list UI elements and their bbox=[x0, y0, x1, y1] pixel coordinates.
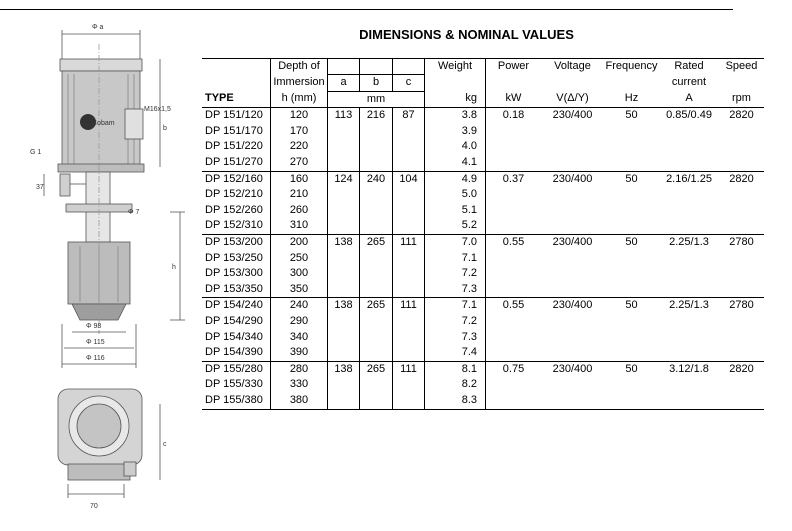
current-cell bbox=[659, 124, 719, 140]
a-cell bbox=[328, 139, 360, 155]
a-cell bbox=[328, 124, 360, 140]
power-cell bbox=[486, 345, 542, 361]
voltage-cell bbox=[541, 139, 604, 155]
a-cell bbox=[328, 187, 360, 203]
c-cell: 87 bbox=[393, 108, 425, 124]
depth-cell: 240 bbox=[271, 298, 328, 314]
a-cell: 113 bbox=[328, 108, 360, 124]
weight-cell: 7.4 bbox=[461, 346, 477, 359]
current-cell bbox=[659, 139, 719, 155]
current-cell bbox=[659, 393, 719, 409]
a-cell: 138 bbox=[328, 298, 360, 314]
depth-cell: 220 bbox=[271, 139, 328, 155]
power-cell bbox=[486, 330, 542, 346]
frequency-cell bbox=[604, 218, 659, 234]
label-phi116: Φ 116 bbox=[86, 355, 105, 362]
weight-cell: 7.1 bbox=[461, 251, 477, 264]
power-cell bbox=[486, 187, 542, 203]
speed-cell bbox=[719, 345, 764, 361]
voltage-cell: 230/400 bbox=[541, 171, 604, 187]
frequency-cell bbox=[604, 203, 659, 219]
speed-cell bbox=[719, 124, 764, 140]
type-cell: DP 152/310 bbox=[205, 219, 263, 232]
current-cell bbox=[659, 282, 719, 298]
current-cell bbox=[659, 187, 719, 203]
speed-cell bbox=[719, 139, 764, 155]
type-cell: DP 152/210 bbox=[205, 188, 263, 201]
voltage-cell: 230/400 bbox=[541, 108, 604, 124]
c-cell bbox=[393, 251, 425, 267]
label-phi7: Φ 7 bbox=[128, 209, 140, 216]
speed-cell: 2780 bbox=[719, 298, 764, 314]
frequency-cell bbox=[604, 314, 659, 330]
header-type-spacer bbox=[202, 59, 271, 75]
depth-cell: 350 bbox=[271, 282, 328, 298]
voltage-cell bbox=[541, 345, 604, 361]
frequency-cell bbox=[604, 155, 659, 171]
power-cell bbox=[486, 203, 542, 219]
weight-cell: 7.3 bbox=[461, 330, 477, 343]
voltage-cell bbox=[541, 393, 604, 409]
power-cell: 0.55 bbox=[486, 298, 542, 314]
depth-cell: 340 bbox=[271, 330, 328, 346]
speed-cell bbox=[719, 330, 764, 346]
type-cell: DP 153/250 bbox=[205, 251, 263, 264]
table-row bbox=[202, 203, 764, 219]
depth-cell: 160 bbox=[271, 171, 328, 187]
c-cell bbox=[393, 282, 425, 298]
table-row bbox=[202, 155, 764, 171]
speed-cell bbox=[719, 187, 764, 203]
c-cell: 111 bbox=[393, 298, 425, 314]
type-cell: DP 153/200 bbox=[202, 235, 271, 251]
current-cell: 2.25/1.3 bbox=[659, 298, 719, 314]
header-voltage-unit: V(Δ/Y) bbox=[556, 92, 589, 105]
weight-cell: 3.8 bbox=[425, 108, 486, 124]
header-current-1: Rated bbox=[659, 59, 719, 75]
current-cell: 2.16/1.25 bbox=[659, 171, 719, 187]
voltage-cell bbox=[541, 282, 604, 298]
header-type: TYPE bbox=[205, 92, 234, 105]
type-cell: DP 154/340 bbox=[205, 330, 263, 343]
a-cell bbox=[328, 282, 360, 298]
header-voltage: Voltage bbox=[541, 59, 604, 75]
header-power-unit: kW bbox=[486, 91, 542, 108]
type-cell: DP 152/260 bbox=[205, 203, 263, 216]
header-frequency-spacer bbox=[604, 75, 659, 92]
header-speed-unit: rpm bbox=[732, 92, 751, 105]
label-h: h bbox=[172, 264, 176, 271]
header-frequency-unit: Hz bbox=[624, 92, 639, 105]
a-cell: 138 bbox=[328, 361, 360, 377]
table-row bbox=[202, 187, 764, 203]
header-c: c bbox=[393, 75, 425, 92]
weight-cell: 5.2 bbox=[461, 219, 477, 232]
speed-cell bbox=[719, 314, 764, 330]
c-cell bbox=[393, 266, 425, 282]
frequency-cell bbox=[604, 345, 659, 361]
power-cell bbox=[486, 139, 542, 155]
header-current-unit: A bbox=[685, 92, 693, 105]
current-cell bbox=[659, 266, 719, 282]
power-cell bbox=[486, 314, 542, 330]
header-c-spacer bbox=[393, 59, 425, 75]
current-cell bbox=[659, 330, 719, 346]
weight-cell: 8.2 bbox=[461, 378, 477, 391]
a-cell bbox=[328, 393, 360, 409]
c-cell bbox=[393, 155, 425, 171]
label-phi-a: Φ a bbox=[92, 24, 104, 31]
table-row bbox=[202, 330, 764, 346]
weight-cell: 7.3 bbox=[461, 282, 477, 295]
type-cell: DP 154/390 bbox=[205, 346, 263, 359]
voltage-cell bbox=[541, 124, 604, 140]
a-cell bbox=[328, 266, 360, 282]
table-row bbox=[202, 139, 764, 155]
header-a-spacer bbox=[328, 59, 360, 75]
a-cell bbox=[328, 345, 360, 361]
speed-cell bbox=[719, 377, 764, 393]
speed-cell bbox=[719, 203, 764, 219]
page-title: DIMENSIONS & NOMINAL VALUES bbox=[359, 27, 574, 42]
header-weight-spacer bbox=[425, 75, 486, 92]
type-cell: DP 151/270 bbox=[205, 156, 263, 169]
header-a: a bbox=[328, 75, 360, 92]
type-cell: DP 152/160 bbox=[202, 171, 271, 187]
current-cell: 2.25/1.3 bbox=[659, 235, 719, 251]
table-row bbox=[202, 393, 764, 409]
power-cell bbox=[486, 124, 542, 140]
header-current-2: current bbox=[671, 75, 707, 88]
b-cell: 240 bbox=[360, 171, 393, 187]
type-cell: DP 155/280 bbox=[202, 361, 271, 377]
speed-cell bbox=[719, 282, 764, 298]
power-cell bbox=[486, 155, 542, 171]
voltage-cell bbox=[541, 155, 604, 171]
depth-cell: 120 bbox=[271, 108, 328, 124]
current-cell bbox=[659, 155, 719, 171]
depth-cell: 260 bbox=[271, 203, 328, 219]
c-cell: 104 bbox=[393, 171, 425, 187]
a-cell: 138 bbox=[328, 235, 360, 251]
a-cell bbox=[328, 330, 360, 346]
table-row bbox=[202, 171, 764, 187]
label-37: 37 bbox=[36, 184, 44, 191]
frequency-cell bbox=[604, 330, 659, 346]
type-cell: DP 154/240 bbox=[202, 298, 271, 314]
weight-cell: 5.0 bbox=[461, 188, 477, 201]
header-mm: mm bbox=[328, 91, 425, 108]
power-cell: 0.18 bbox=[486, 108, 542, 124]
weight-cell: 7.2 bbox=[461, 267, 477, 280]
type-cell: DP 154/290 bbox=[205, 315, 263, 327]
speed-cell: 2820 bbox=[719, 108, 764, 124]
power-cell bbox=[486, 393, 542, 409]
a-cell: 124 bbox=[328, 171, 360, 187]
header-type-spacer-2 bbox=[202, 75, 271, 92]
voltage-cell bbox=[541, 314, 604, 330]
depth-cell: 310 bbox=[271, 218, 328, 234]
frequency-cell bbox=[604, 187, 659, 203]
voltage-cell bbox=[541, 187, 604, 203]
depth-cell: 210 bbox=[271, 187, 328, 203]
power-cell: 0.55 bbox=[486, 235, 542, 251]
frequency-cell bbox=[604, 393, 659, 409]
b-cell: 216 bbox=[360, 108, 393, 124]
a-cell bbox=[328, 377, 360, 393]
table-row bbox=[202, 108, 764, 124]
voltage-cell bbox=[541, 203, 604, 219]
depth-cell: 300 bbox=[271, 266, 328, 282]
table-row bbox=[202, 377, 764, 393]
voltage-cell bbox=[541, 218, 604, 234]
table-row bbox=[202, 235, 764, 251]
header-depth-3: h (mm) bbox=[271, 91, 328, 108]
current-cell bbox=[659, 218, 719, 234]
depth-cell: 280 bbox=[271, 361, 328, 377]
power-cell: 0.37 bbox=[486, 171, 542, 187]
frequency-cell bbox=[604, 124, 659, 140]
frequency-cell: 50 bbox=[604, 171, 659, 187]
frequency-cell bbox=[604, 377, 659, 393]
label-70: 70 bbox=[90, 503, 98, 510]
table-row bbox=[202, 282, 764, 298]
table-row bbox=[202, 266, 764, 282]
power-cell bbox=[486, 251, 542, 267]
weight-cell: 4.9 bbox=[425, 171, 486, 187]
weight-cell: 7.1 bbox=[425, 298, 486, 314]
current-cell bbox=[659, 377, 719, 393]
voltage-cell bbox=[541, 266, 604, 282]
a-cell bbox=[328, 203, 360, 219]
table-row bbox=[202, 314, 764, 330]
current-cell: 3.12/1.8 bbox=[659, 361, 719, 377]
voltage-cell bbox=[541, 251, 604, 267]
c-cell bbox=[393, 124, 425, 140]
voltage-cell: 230/400 bbox=[541, 298, 604, 314]
b-cell bbox=[360, 218, 393, 234]
c-cell bbox=[393, 187, 425, 203]
depth-cell: 380 bbox=[271, 393, 328, 409]
header-power: Power bbox=[486, 59, 542, 75]
label-c: c bbox=[163, 441, 167, 448]
power-cell bbox=[486, 218, 542, 234]
weight-cell: 7.2 bbox=[461, 315, 477, 327]
depth-cell: 250 bbox=[271, 251, 328, 267]
voltage-cell bbox=[541, 377, 604, 393]
power-cell bbox=[486, 266, 542, 282]
type-cell: DP 151/170 bbox=[205, 124, 263, 137]
weight-cell: 4.0 bbox=[461, 140, 477, 153]
frequency-cell bbox=[604, 139, 659, 155]
c-cell: 111 bbox=[393, 235, 425, 251]
header-depth-2: Immersion bbox=[271, 75, 328, 92]
power-cell: 0.75 bbox=[486, 361, 542, 377]
b-cell bbox=[360, 139, 393, 155]
c-cell bbox=[393, 377, 425, 393]
speed-cell bbox=[719, 266, 764, 282]
header-speed-spacer bbox=[719, 75, 764, 92]
c-cell bbox=[393, 139, 425, 155]
c-cell bbox=[393, 218, 425, 234]
speed-cell bbox=[719, 155, 764, 171]
b-cell: 265 bbox=[360, 361, 393, 377]
current-cell bbox=[659, 314, 719, 330]
depth-cell: 200 bbox=[271, 235, 328, 251]
b-cell: 265 bbox=[360, 298, 393, 314]
type-cell: DP 151/220 bbox=[205, 140, 263, 153]
frequency-cell: 50 bbox=[604, 235, 659, 251]
depth-cell: 170 bbox=[271, 124, 328, 140]
weight-cell: 8.3 bbox=[425, 393, 486, 409]
frequency-cell: 50 bbox=[604, 361, 659, 377]
header-frequency: Frequency bbox=[604, 59, 659, 75]
b-cell bbox=[360, 187, 393, 203]
b-cell bbox=[360, 282, 393, 298]
type-cell: DP 151/120 bbox=[202, 108, 271, 124]
power-cell bbox=[486, 282, 542, 298]
frequency-cell bbox=[604, 251, 659, 267]
type-cell: DP 153/350 bbox=[205, 282, 263, 295]
table-row bbox=[202, 345, 764, 361]
current-cell bbox=[659, 203, 719, 219]
b-cell bbox=[360, 251, 393, 267]
frequency-cell bbox=[604, 282, 659, 298]
type-cell: DP 155/330 bbox=[205, 378, 263, 391]
current-cell bbox=[659, 345, 719, 361]
header-b: b bbox=[360, 75, 393, 92]
frequency-cell: 50 bbox=[604, 298, 659, 314]
header-depth-1: Depth of bbox=[271, 59, 328, 75]
type-cell: DP 155/380 bbox=[202, 393, 271, 409]
label-phi115: Φ 115 bbox=[86, 339, 105, 346]
type-cell: DP 153/300 bbox=[205, 267, 263, 280]
table-row bbox=[202, 298, 764, 314]
speed-cell: 2780 bbox=[719, 235, 764, 251]
label-m16: M16x1,5 bbox=[144, 106, 171, 113]
speed-cell: 2820 bbox=[719, 361, 764, 377]
depth-cell: 330 bbox=[271, 377, 328, 393]
speed-cell: 2820 bbox=[719, 171, 764, 187]
header-b-spacer bbox=[360, 59, 393, 75]
b-cell bbox=[360, 203, 393, 219]
header-power-spacer bbox=[486, 75, 542, 92]
b-cell bbox=[360, 124, 393, 140]
specifications-table bbox=[202, 58, 764, 410]
b-cell bbox=[360, 330, 393, 346]
header-voltage-spacer bbox=[541, 75, 604, 92]
frequency-cell: 50 bbox=[604, 108, 659, 124]
header-weight-unit: kg bbox=[465, 92, 477, 105]
a-cell bbox=[328, 314, 360, 330]
c-cell bbox=[393, 330, 425, 346]
label-b: b bbox=[163, 125, 167, 132]
depth-cell: 290 bbox=[271, 314, 328, 330]
weight-cell: 3.9 bbox=[461, 124, 477, 137]
top-rule bbox=[0, 9, 733, 10]
speed-cell bbox=[719, 251, 764, 267]
table-row bbox=[202, 251, 764, 267]
depth-cell: 390 bbox=[271, 345, 328, 361]
label-phi98: Φ 98 bbox=[86, 323, 102, 330]
table-row bbox=[202, 218, 764, 234]
header-speed: Speed bbox=[719, 59, 764, 75]
label-g1: G 1 bbox=[30, 149, 42, 156]
voltage-cell: 230/400 bbox=[541, 361, 604, 377]
b-cell: 265 bbox=[360, 235, 393, 251]
a-cell bbox=[328, 251, 360, 267]
pump-technical-drawing bbox=[0, 14, 200, 514]
brand-logo-text: Cobam bbox=[92, 120, 115, 127]
current-cell: 0.85/0.49 bbox=[659, 108, 719, 124]
c-cell bbox=[393, 203, 425, 219]
weight-cell: 7.0 bbox=[425, 235, 486, 251]
speed-cell bbox=[719, 218, 764, 234]
a-cell bbox=[328, 218, 360, 234]
weight-cell: 4.1 bbox=[461, 156, 477, 169]
c-cell: 111 bbox=[393, 361, 425, 377]
weight-cell: 5.1 bbox=[461, 203, 477, 216]
table-row bbox=[202, 361, 764, 377]
speed-cell bbox=[719, 393, 764, 409]
voltage-cell bbox=[541, 330, 604, 346]
c-cell bbox=[393, 345, 425, 361]
b-cell bbox=[360, 155, 393, 171]
b-cell bbox=[360, 314, 393, 330]
b-cell bbox=[360, 266, 393, 282]
power-cell bbox=[486, 377, 542, 393]
c-cell bbox=[393, 314, 425, 330]
b-cell bbox=[360, 377, 393, 393]
depth-cell: 270 bbox=[271, 155, 328, 171]
b-cell bbox=[360, 345, 393, 361]
b-cell bbox=[360, 393, 393, 409]
weight-cell: 8.1 bbox=[425, 361, 486, 377]
table-row bbox=[202, 124, 764, 140]
header-weight: Weight bbox=[425, 59, 486, 75]
current-cell bbox=[659, 251, 719, 267]
table-body bbox=[202, 59, 764, 410]
a-cell bbox=[328, 155, 360, 171]
voltage-cell: 230/400 bbox=[541, 235, 604, 251]
frequency-cell bbox=[604, 266, 659, 282]
c-cell bbox=[393, 393, 425, 409]
